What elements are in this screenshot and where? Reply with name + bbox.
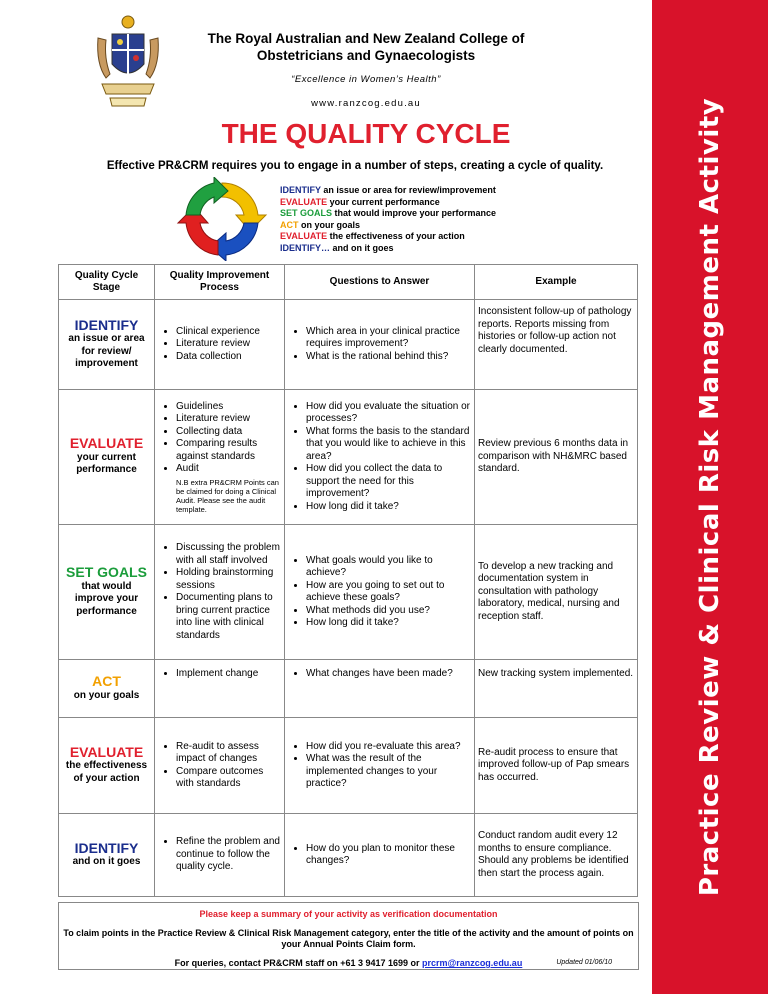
legend-item: EVALUATE the effectiveness of your action xyxy=(280,231,465,242)
stage-cell xyxy=(59,814,155,897)
footer-contact xyxy=(59,958,638,968)
list-item: • Discussing the problem with all staff involved xyxy=(176,542,281,567)
quality-cycle-arrows-icon xyxy=(176,177,268,261)
list-item: • How are you going to set out to achieve these goals? xyxy=(306,580,471,605)
process-cell xyxy=(155,525,285,660)
table-row xyxy=(59,390,638,525)
example-cell: New tracking system implemented. xyxy=(475,660,638,718)
list-item: • How do you plan to monitor these changes? xyxy=(306,843,471,868)
questions-cell xyxy=(285,390,475,525)
legend-item: IDENTIFY… and on it goes xyxy=(280,242,394,253)
stage-name: IDENTIFY xyxy=(74,839,139,856)
list-item: • Clinical experience xyxy=(176,326,281,339)
stage-name: ACT xyxy=(92,673,121,689)
motto: “Excellence in Women’s Health” xyxy=(291,74,441,85)
stage-name: IDENTIFY xyxy=(74,316,139,333)
footer-notice: Please keep a summary of your activity as verification documentation xyxy=(199,909,498,919)
list-item: • How did you collect the data to support the need for this improvement? xyxy=(306,463,471,501)
cycle-legend xyxy=(280,185,496,255)
legend-item: EVALUATE your current performance xyxy=(280,196,440,207)
process-cell xyxy=(155,660,285,718)
example-cell: Conduct random audit every 12 months to ensure compliance. Should any problems be identified then start the process again. xyxy=(475,814,638,897)
questions-cell xyxy=(285,300,475,390)
stage-cell xyxy=(59,390,155,525)
process-cell xyxy=(155,390,285,525)
legend-item: ACT on your goals xyxy=(280,219,361,230)
table-row xyxy=(59,300,638,390)
intro-text: Effective PR&CRM requires you to engage in a number of steps, creating a cycle of quality. xyxy=(106,160,604,172)
questions-cell xyxy=(285,525,475,660)
table-row xyxy=(59,525,638,660)
list-item: • Re-audit to assess impact of changes xyxy=(176,741,281,766)
stage-description: an issue or area for review/ improvement xyxy=(68,333,145,369)
stage-description: that would improve your performance xyxy=(74,580,139,617)
footer-claim-text: To claim points in the Practice Review & Clinical Risk Management category, enter the title of the activity and the amount of points on your Annual Points Claim form. xyxy=(63,928,634,949)
college-crest-logo xyxy=(92,14,164,110)
quality-cycle-table xyxy=(58,264,638,897)
list-item: • Refine the problem and continue to follow the quality cycle. xyxy=(176,836,281,874)
list-item: • Collecting data xyxy=(176,426,281,439)
example-cell: Review previous 6 months data in comparison with NH&MRC based standard. xyxy=(475,390,638,525)
footer-box xyxy=(58,902,639,970)
stage-cell xyxy=(59,525,155,660)
questions-cell xyxy=(285,718,475,814)
list-item: • How long did it take? xyxy=(306,501,471,514)
process-cell xyxy=(155,814,285,897)
table-row xyxy=(59,660,638,718)
list-item: • Literature review xyxy=(176,338,281,351)
example-cell: To develop a new tracking and documentation system in consultation with pathology laboratory, medical, nursing and reception staff. xyxy=(475,525,638,660)
org-name-line2: Obstetricians and Gynaecologists xyxy=(256,48,476,63)
stage-cell xyxy=(59,300,155,390)
process-cell xyxy=(155,300,285,390)
list-item: • How long did it take? xyxy=(306,617,471,630)
list-item: • Which area in your clinical practice requires improvement? xyxy=(306,326,471,351)
stage-name: SET GOALS xyxy=(66,564,147,580)
column-header: Example xyxy=(475,265,638,300)
list-item: • Documenting plans to bring current practice into line with clinical standards xyxy=(176,592,281,642)
stage-name: EVALUATE xyxy=(69,743,144,760)
table-header-row xyxy=(59,265,638,300)
questions-cell xyxy=(285,814,475,897)
list-item: • What methods did you use? xyxy=(306,605,471,618)
column-header: Quality Improvement Process xyxy=(155,265,285,300)
list-item: • Comparing results against standards xyxy=(176,438,281,463)
legend-item: IDENTIFY an issue or area for review/improvement xyxy=(280,185,496,195)
list-item: • What goals would you like to achieve? xyxy=(306,555,471,580)
stage-cell xyxy=(59,718,155,814)
list-item: • What changes have been made? xyxy=(306,668,471,681)
list-item: • Audit xyxy=(176,463,281,476)
process-cell xyxy=(155,718,285,814)
contact-email-link[interactable]: prcrm@ranzcog.edu.au xyxy=(422,958,523,968)
page-title: THE QUALITY CYCLE xyxy=(221,118,511,149)
table-row xyxy=(59,718,638,814)
list-item: • Data collection xyxy=(176,351,281,364)
list-item: • What was the result of the implemented changes to your practice? xyxy=(306,753,471,791)
audit-note: N.B extra PR&CRM Points can be claimed for doing a Clinical Audit. Please see the audit template. xyxy=(176,477,279,514)
sidebar-title: Practice Review & Clinical Risk Management Activity xyxy=(695,97,725,897)
list-item: • How did you re-evaluate this area? xyxy=(306,741,471,754)
stage-name: EVALUATE xyxy=(69,435,144,452)
header xyxy=(160,30,572,109)
list-item: • Guidelines xyxy=(176,401,281,414)
legend-item: SET GOALS that would improve your performance xyxy=(280,208,497,219)
questions-cell xyxy=(285,660,475,718)
column-header: Quality Cycle Stage xyxy=(59,265,155,300)
list-item: • What is the rational behind this? xyxy=(306,351,471,364)
org-name-line1: The Royal Australian and New Zealand College of xyxy=(207,31,525,46)
list-item: • How did you evaluate the situation or processes? xyxy=(306,401,471,426)
table-row xyxy=(59,814,638,897)
list-item: • Implement change xyxy=(176,668,281,681)
stage-cell xyxy=(59,660,155,718)
stage-description: on your goals xyxy=(73,689,140,701)
list-item: • What forms the basis to the standard that you would like to achieve in this area? xyxy=(306,426,471,464)
stage-description: the effectiveness of your action xyxy=(65,760,148,784)
list-item: • Holding brainstorming sessions xyxy=(176,567,281,592)
sidebar-banner xyxy=(652,0,768,994)
example-cell: Re-audit process to ensure that improved follow-up of Pap smears has occurred. xyxy=(475,718,638,814)
list-item: • Literature review xyxy=(176,413,281,426)
example-cell: Inconsistent follow-up of pathology reports. Reports missing from histories or follow-up action not clearly documented. xyxy=(475,300,638,390)
contact-text: For queries, contact PR&CRM staff on +61 3 9417 1699 or xyxy=(174,958,423,968)
column-header: Questions to Answer xyxy=(285,265,475,300)
list-item: • Compare outcomes with standards xyxy=(176,766,281,791)
stage-description: and on it goes xyxy=(72,856,141,867)
updated-date: Updated 01/06/10 xyxy=(556,959,612,966)
website-url: www.ranzcog.edu.au xyxy=(311,98,421,109)
stage-description: your current performance xyxy=(76,451,137,476)
